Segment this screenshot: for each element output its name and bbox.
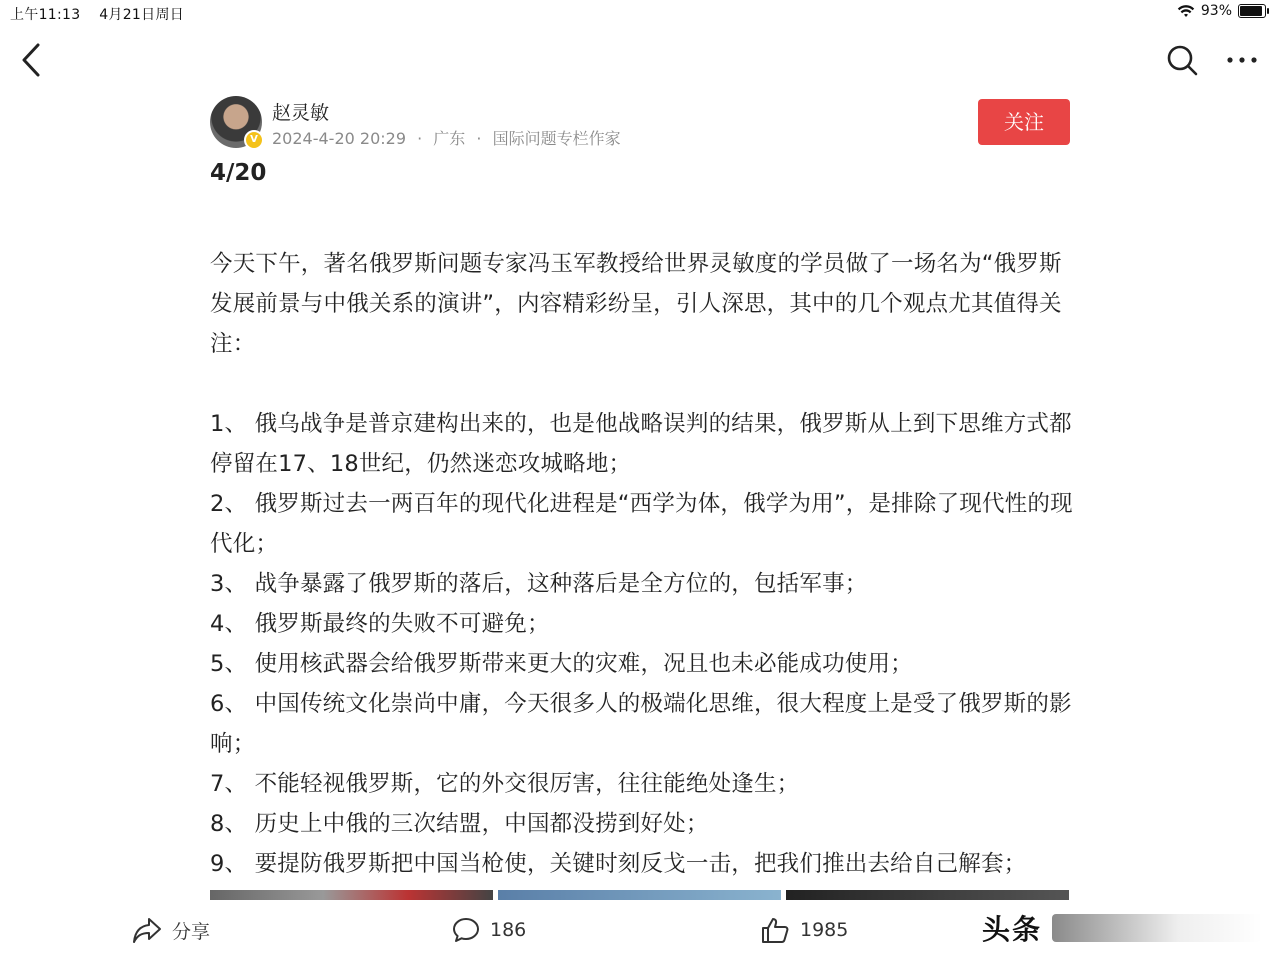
- thumbs-up-icon: [760, 916, 790, 944]
- follow-button[interactable]: 关注: [978, 99, 1070, 145]
- more-options-button[interactable]: [1222, 42, 1262, 78]
- article-point: 7、 不能轻视俄罗斯，它的外交很厉害，往往能绝处逢生；: [210, 771, 800, 797]
- author-meta: [272, 126, 621, 149]
- like-count: 1985: [800, 919, 849, 941]
- meta-separator: ·: [417, 129, 423, 148]
- verified-badge-icon: V: [244, 130, 264, 150]
- status-bar: [0, 0, 1280, 26]
- status-left: [10, 4, 198, 24]
- comment-button[interactable]: [452, 914, 526, 946]
- watermark-fade: [1052, 914, 1262, 942]
- battery-icon: [1238, 4, 1266, 18]
- article-point: 5、 使用核武器会给俄罗斯带来更大的灾难，况且也未必能成功使用；: [210, 651, 913, 677]
- watermark-text: 头条: [982, 913, 1043, 946]
- status-right: [1177, 3, 1266, 19]
- article-image-thumbnail[interactable]: [210, 890, 493, 900]
- wifi-icon: [1177, 4, 1195, 18]
- post-location: 广东: [433, 129, 466, 148]
- status-time: 上午11:13: [10, 7, 81, 23]
- article-image-thumbnail[interactable]: [786, 890, 1069, 900]
- article-point: 1、 俄乌战争是普京建构出来的，也是他战略误判的结果，俄罗斯从上到下思维方式都停留在17、18世纪，仍然迷恋攻城略地；: [210, 411, 1072, 477]
- meta-separator: ·: [476, 129, 482, 148]
- article-intro: 今天下午，著名俄罗斯问题专家冯玉军教授给世界灵敏度的学员做了一场名为“俄罗斯发展前景与中俄关系的演讲”，内容精彩纷呈，引人深思，其中的几个观点尤其值得关注：: [210, 251, 1062, 357]
- share-label: 分享: [172, 920, 211, 943]
- comment-icon: [452, 916, 480, 944]
- article-point: 4、 俄罗斯最终的失败不可避免；: [210, 611, 550, 637]
- article-date-line: 4/20: [210, 160, 267, 186]
- chevron-left-icon: [16, 40, 50, 80]
- like-button[interactable]: [760, 914, 848, 946]
- bottom-action-bar: [0, 900, 1280, 960]
- back-button[interactable]: [16, 40, 50, 80]
- author-title: 国际问题专栏作家: [492, 129, 621, 148]
- battery-fill: [1240, 6, 1262, 16]
- search-button[interactable]: [1164, 42, 1200, 78]
- search-icon: [1164, 42, 1200, 78]
- battery-percent: 93%: [1200, 3, 1232, 19]
- article-body: [210, 160, 1080, 884]
- article-image-thumbnail[interactable]: [498, 890, 781, 900]
- author-name[interactable]: 赵灵敏: [272, 102, 330, 124]
- share-button[interactable]: [132, 914, 210, 946]
- author-header: [210, 96, 1070, 156]
- article-point: 2、 俄罗斯过去一两百年的现代化进程是“西学为体，俄学为用”，是排除了现代性的现代化；: [210, 491, 1073, 557]
- top-nav-bar: [0, 30, 1280, 94]
- more-dots-icon: [1222, 42, 1262, 78]
- status-date: 4月21日周日: [99, 7, 185, 23]
- post-datetime: 2024-4-20 20:29: [272, 129, 406, 148]
- share-icon: [132, 916, 162, 944]
- app-watermark: [982, 908, 1272, 948]
- article-point: 8、 历史上中俄的三次结盟，中国都没捞到好处；: [210, 811, 709, 837]
- article-point: 9、 要提防俄罗斯把中国当枪使，关键时刻反戈一击，把我们推出去给自己解套；: [210, 851, 1027, 877]
- comment-count: 186: [490, 919, 527, 941]
- article-point: 6、 中国传统文化崇尚中庸，今天很多人的极端化思维，很大程度上是受了俄罗斯的影响；: [210, 691, 1072, 757]
- article-point: 3、 战争暴露了俄罗斯的落后，这种落后是全方位的，包括军事；: [210, 571, 868, 597]
